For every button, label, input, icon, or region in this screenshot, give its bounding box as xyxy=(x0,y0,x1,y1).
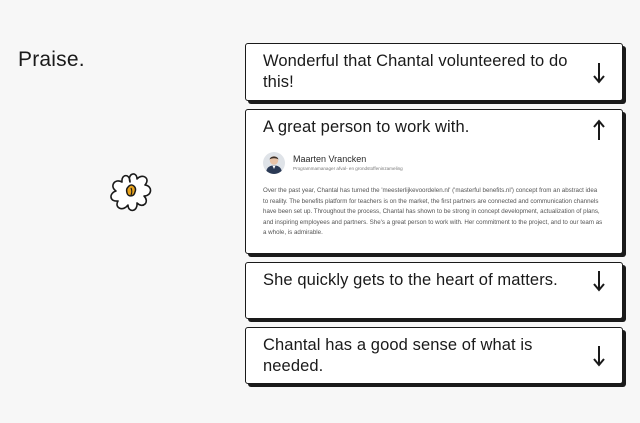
accordion-content xyxy=(246,152,622,253)
testimonials-accordion xyxy=(245,43,623,392)
accordion-header[interactable] xyxy=(246,263,622,299)
testimonial-quote: Over the past year, Chantal has turned the 'meesterlijkevoordelen.nl' ('masterful benefits.nl') concept from an abstract idea to reality. The benefits platform for teachers is on the market, the first partners are connected and communication channels have been set up. Throughout the process, Chantal has shown to be strong in concept development, actualization of plans, and inspiring employees and partners. She's a great person to work with. Her commitment to the project, and to our team as a whole, is admirable. xyxy=(263,187,603,237)
author-role: Programmamanager afval- en grondstoffeninzameling xyxy=(293,166,403,171)
arrow-down-icon[interactable] xyxy=(592,344,606,368)
accordion-title: Wonderful that Chantal volunteered to do this! xyxy=(263,52,568,91)
arrow-down-icon[interactable] xyxy=(592,269,606,293)
accordion-item[interactable] xyxy=(245,327,623,384)
accordion-title: Chantal has a good sense of what is needed. xyxy=(263,335,533,375)
accordion-header[interactable] xyxy=(246,110,622,148)
arrow-up-icon[interactable] xyxy=(592,118,606,142)
accordion-item-expanded[interactable] xyxy=(245,109,623,254)
section-title: Praise. xyxy=(18,48,85,71)
testimonial-author xyxy=(263,152,604,174)
author-name: Maarten Vrancken xyxy=(293,154,367,164)
arrow-down-icon[interactable] xyxy=(592,61,606,85)
accordion-header[interactable] xyxy=(246,44,622,101)
accordion-header[interactable] xyxy=(246,328,622,385)
avatar xyxy=(263,152,285,174)
accordion-title: A great person to work with. xyxy=(263,118,470,136)
accordion-item[interactable] xyxy=(245,43,623,101)
flower-icon xyxy=(104,168,156,218)
accordion-title: She quickly gets to the heart of matters. xyxy=(263,270,558,289)
accordion-item[interactable] xyxy=(245,262,623,319)
